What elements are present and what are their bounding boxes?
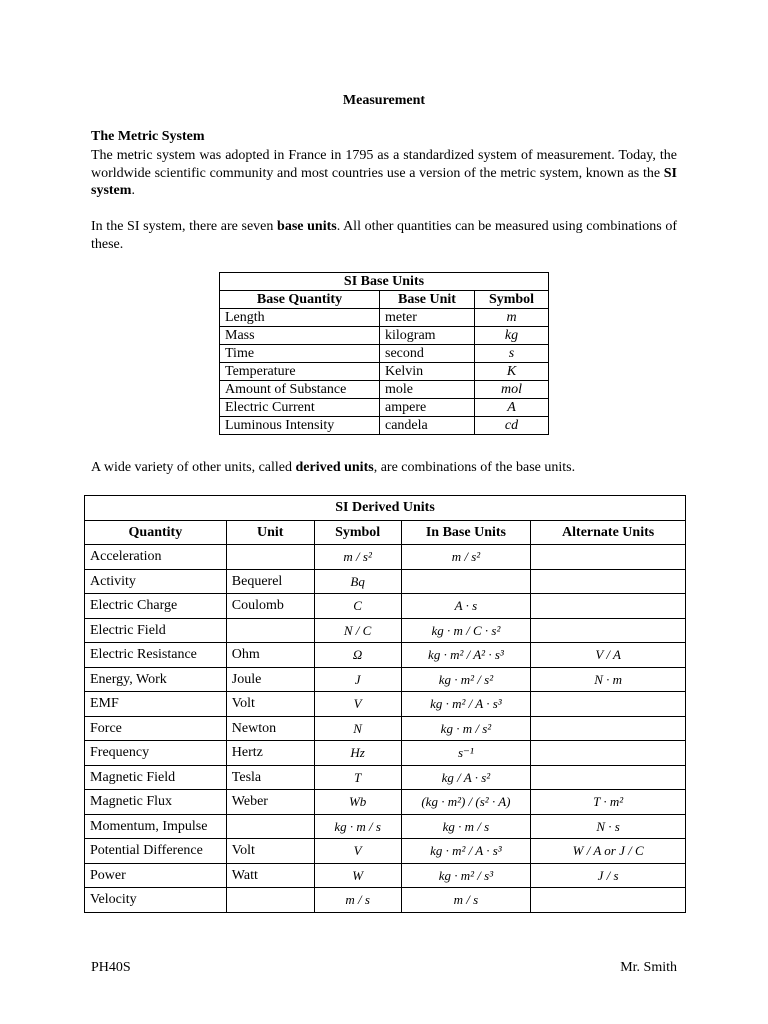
alternate-units-cell: [531, 888, 686, 913]
quantity-cell: Activity: [85, 569, 227, 594]
quantity-cell: Electric Charge: [85, 594, 227, 619]
base-units-cell: kg · m / s²: [401, 716, 531, 741]
table-row: [85, 716, 686, 741]
symbol-cell: m / s²: [314, 545, 401, 570]
symbol-cell: Wb: [314, 790, 401, 815]
column-header: Unit: [226, 520, 314, 545]
column-header: Quantity: [85, 520, 227, 545]
symbol-cell: kg · m / s: [314, 814, 401, 839]
table-row: [220, 309, 549, 327]
base-quantity-cell: Amount of Substance: [220, 381, 380, 399]
base-quantity-cell: Temperature: [220, 363, 380, 381]
page-title: Measurement: [342, 93, 426, 108]
symbol-cell: K: [475, 363, 549, 381]
base-quantity-cell: Mass: [220, 327, 380, 345]
table-row: [85, 814, 686, 839]
alternate-units-cell: [531, 716, 686, 741]
quantity-cell: Acceleration: [85, 545, 227, 570]
column-header: In Base Units: [401, 520, 531, 545]
base-units-cell: [401, 569, 531, 594]
column-header: Symbol: [475, 291, 549, 309]
alternate-units-cell: N · m: [531, 667, 686, 692]
unit-cell: [226, 814, 314, 839]
table-row: [85, 569, 686, 594]
quantity-cell: Frequency: [85, 741, 227, 766]
unit-cell: [226, 888, 314, 913]
symbol-cell: cd: [475, 417, 549, 435]
base-quantity-cell: Time: [220, 345, 380, 363]
paragraph-text: . All other quantities can be measured using combinations of these.: [91, 219, 677, 252]
alternate-units-cell: V / A: [531, 643, 686, 668]
alternate-units-cell: [531, 569, 686, 594]
alternate-units-cell: J / s: [531, 863, 686, 888]
base-unit-cell: mole: [380, 381, 475, 399]
paragraph-bold-term: SI system: [91, 165, 677, 198]
symbol-cell: m / s: [314, 888, 401, 913]
base-units-cell: kg · m² / A · s³: [401, 839, 531, 864]
base-quantity-cell: Length: [220, 309, 380, 327]
column-header: Symbol: [314, 520, 401, 545]
unit-cell: Volt: [226, 692, 314, 717]
table-row: [220, 381, 549, 399]
alternate-units-cell: [531, 545, 686, 570]
base-quantity-cell: Electric Current: [220, 399, 380, 417]
base-unit-cell: second: [380, 345, 475, 363]
base-units-cell: s⁻¹: [401, 741, 531, 766]
table-row: [85, 643, 686, 668]
si-derived-units-table: [84, 495, 686, 913]
table-caption: SI Derived Units: [85, 496, 686, 521]
symbol-cell: N / C: [314, 618, 401, 643]
symbol-cell: V: [314, 839, 401, 864]
quantity-cell: Electric Field: [85, 618, 227, 643]
base-units-cell: kg / A · s²: [401, 765, 531, 790]
column-header: Base Quantity: [220, 291, 380, 309]
section-heading: The Metric System: [91, 129, 205, 144]
base-unit-cell: Kelvin: [380, 363, 475, 381]
paragraph-bold-term: derived units: [295, 460, 374, 475]
base-units-cell: kg · m² / A · s³: [401, 692, 531, 717]
base-units-cell: kg · m² / s²: [401, 667, 531, 692]
paragraph-text: .: [131, 183, 135, 198]
table-row: [220, 327, 549, 345]
column-header: Base Unit: [380, 291, 475, 309]
table-row: [85, 790, 686, 815]
table-row: [85, 839, 686, 864]
base-units-cell: m / s: [401, 888, 531, 913]
symbol-cell: m: [475, 309, 549, 327]
paragraph-text: , are combinations of the base units.: [373, 460, 576, 475]
symbol-cell: W: [314, 863, 401, 888]
table-caption: SI Base Units: [220, 273, 549, 291]
symbol-cell: Hz: [314, 741, 401, 766]
symbol-cell: mol: [475, 381, 549, 399]
table-row: [220, 399, 549, 417]
alternate-units-cell: [531, 594, 686, 619]
symbol-cell: T: [314, 765, 401, 790]
quantity-cell: Momentum, Impulse: [85, 814, 227, 839]
symbol-cell: s: [475, 345, 549, 363]
base-quantity-cell: Luminous Intensity: [220, 417, 380, 435]
paragraph-text: In the SI system, there are seven: [91, 219, 278, 234]
symbol-cell: V: [314, 692, 401, 717]
footer-course-code: PH40S: [91, 960, 131, 975]
table-row: [85, 741, 686, 766]
table-row: [85, 863, 686, 888]
unit-cell: Volt: [226, 839, 314, 864]
si-base-units-table: [219, 272, 549, 435]
quantity-cell: Force: [85, 716, 227, 741]
unit-cell: Bequerel: [226, 569, 314, 594]
base-units-cell: kg · m / s: [401, 814, 531, 839]
quantity-cell: Velocity: [85, 888, 227, 913]
table-row: [85, 765, 686, 790]
table-row: [220, 345, 549, 363]
paragraph-metric-intro: [91, 147, 677, 200]
table-row: [85, 594, 686, 619]
quantity-cell: Power: [85, 863, 227, 888]
table-row: [85, 618, 686, 643]
unit-cell: Hertz: [226, 741, 314, 766]
alternate-units-cell: T · m²: [531, 790, 686, 815]
unit-cell: Ohm: [226, 643, 314, 668]
alternate-units-cell: [531, 765, 686, 790]
symbol-cell: A: [475, 399, 549, 417]
paragraph-base-units: [91, 218, 677, 253]
paragraph-text: The metric system was adopted in France in 1795 as a standardized system of measurement. Today, the worldwide scientific community and most countries use a version of the metric system, known as the: [91, 148, 677, 181]
unit-cell: Weber: [226, 790, 314, 815]
paragraph-text: A wide variety of other units, called: [91, 460, 296, 475]
symbol-cell: C: [314, 594, 401, 619]
base-unit-cell: ampere: [380, 399, 475, 417]
base-unit-cell: candela: [380, 417, 475, 435]
base-units-cell: kg · m / C · s²: [401, 618, 531, 643]
unit-cell: Watt: [226, 863, 314, 888]
table-row: [85, 692, 686, 717]
base-unit-cell: meter: [380, 309, 475, 327]
column-header: Alternate Units: [531, 520, 686, 545]
unit-cell: Coulomb: [226, 594, 314, 619]
alternate-units-cell: [531, 618, 686, 643]
quantity-cell: Magnetic Flux: [85, 790, 227, 815]
quantity-cell: EMF: [85, 692, 227, 717]
quantity-cell: Electric Resistance: [85, 643, 227, 668]
table-header-row: [220, 291, 549, 309]
base-unit-cell: kilogram: [380, 327, 475, 345]
table-row: [85, 545, 686, 570]
table-row: [85, 888, 686, 913]
table-row: [220, 363, 549, 381]
table-row: [85, 667, 686, 692]
quantity-cell: Potential Difference: [85, 839, 227, 864]
alternate-units-cell: W / A or J / C: [531, 839, 686, 864]
unit-cell: [226, 618, 314, 643]
base-units-cell: kg · m² / A² · s³: [401, 643, 531, 668]
symbol-cell: J: [314, 667, 401, 692]
alternate-units-cell: [531, 741, 686, 766]
base-units-cell: A · s: [401, 594, 531, 619]
symbol-cell: Ω: [314, 643, 401, 668]
symbol-cell: kg: [475, 327, 549, 345]
base-units-cell: m / s²: [401, 545, 531, 570]
symbol-cell: N: [314, 716, 401, 741]
unit-cell: [226, 545, 314, 570]
paragraph-derived-units: [91, 459, 677, 477]
base-units-cell: (kg · m²) / (s² · A): [401, 790, 531, 815]
quantity-cell: Magnetic Field: [85, 765, 227, 790]
table-row: [220, 417, 549, 435]
symbol-cell: Bq: [314, 569, 401, 594]
quantity-cell: Energy, Work: [85, 667, 227, 692]
unit-cell: Newton: [226, 716, 314, 741]
base-units-cell: kg · m² / s³: [401, 863, 531, 888]
alternate-units-cell: [531, 692, 686, 717]
alternate-units-cell: N · s: [531, 814, 686, 839]
unit-cell: Tesla: [226, 765, 314, 790]
table-header-row: [85, 520, 686, 545]
paragraph-bold-term: base units: [277, 219, 337, 234]
unit-cell: Joule: [226, 667, 314, 692]
footer-author: Mr. Smith: [620, 960, 677, 975]
